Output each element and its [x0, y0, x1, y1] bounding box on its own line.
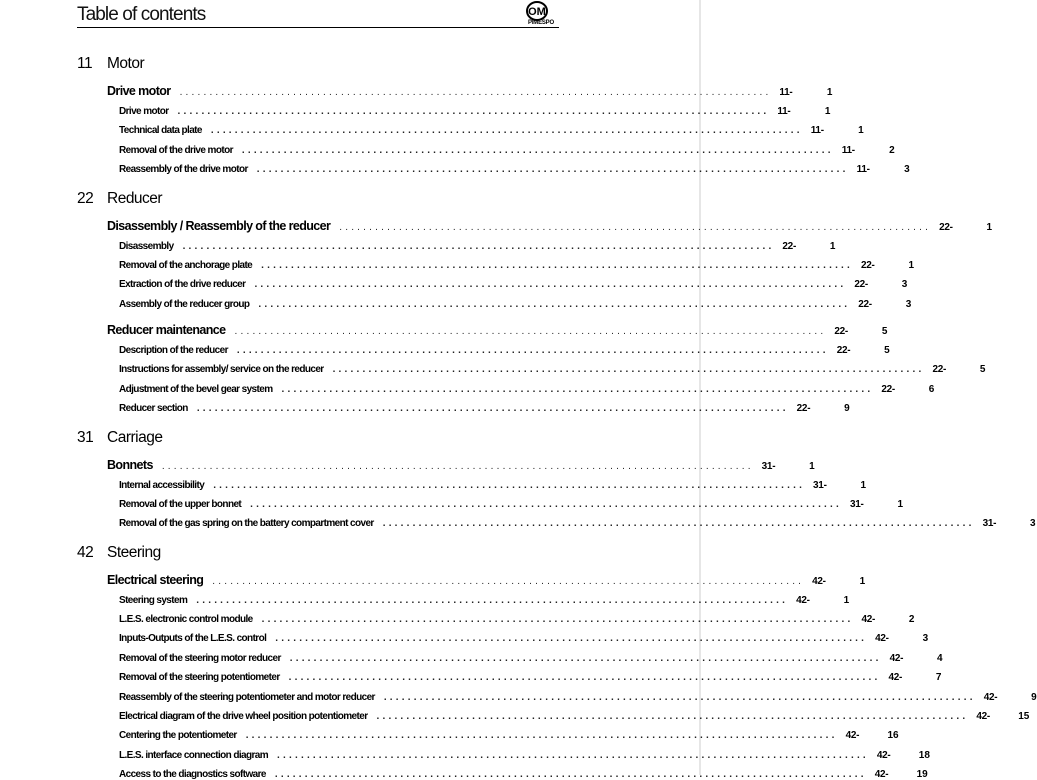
dot-leader: ................................................................................................... [234, 326, 827, 337]
entry-page: 11- [841, 145, 855, 156]
entry-subpage: 3 [922, 633, 929, 644]
toc-entry[interactable] [119, 750, 930, 761]
entry-subpage: 1 [897, 499, 903, 510]
entry-page: 22- [858, 299, 872, 310]
entry-title: Reassembly of the steering potentiometer and motor reducer [119, 692, 375, 703]
entry-page: 42- [861, 614, 876, 625]
logo-wordmark: PIMESPO [528, 20, 554, 26]
entry-title: Removal of the upper bonnet [119, 499, 242, 510]
entry-page: 42- [889, 653, 904, 664]
toc-entry[interactable] [119, 260, 915, 271]
dot-leader: ................................................................................................... [241, 145, 834, 156]
entry-title: Assembly of the reducer group [119, 299, 250, 310]
entry-page: 42- [812, 576, 826, 587]
toc-entry[interactable] [119, 692, 1037, 703]
entry-title: Description of the reducer [119, 345, 228, 356]
entry-subpage: 1 [860, 480, 867, 491]
entry-page: 22- [836, 345, 851, 356]
entry-page: 31- [813, 480, 827, 491]
entry-subpage: 16 [887, 730, 899, 741]
entry-subpage: 15 [1018, 711, 1030, 722]
entry-subpage: 1 [829, 241, 836, 252]
entry-page: 22- [796, 403, 811, 414]
dot-leader: ................................................................................................... [212, 576, 805, 587]
toc-entry[interactable] [119, 345, 890, 356]
dot-leader: ................................................................................................... [339, 222, 932, 233]
entry-subpage: 9 [844, 403, 850, 414]
entry-page: 22- [854, 279, 868, 290]
entry-subpage: 6 [928, 384, 935, 395]
dot-leader: ................................................................................................... [210, 125, 803, 136]
toc-entry[interactable] [119, 125, 864, 136]
entry-subpage: 3 [901, 279, 908, 290]
entry-title: Inputs-Outputs of the L.E.S. control [119, 633, 267, 644]
chapter-number: 22 [77, 190, 94, 207]
dot-leader: ................................................................................................... [182, 241, 775, 252]
entry-subpage: 3 [905, 299, 912, 310]
chapter-number: 42 [77, 544, 94, 561]
dot-leader: ................................................................................................... [196, 403, 789, 414]
chapter-title: Steering [107, 544, 161, 561]
chapter-heading [77, 55, 144, 73]
toc-entry[interactable] [119, 384, 935, 395]
toc-entry[interactable] [119, 364, 986, 375]
entry-subpage: 18 [918, 750, 930, 761]
dot-leader: ................................................................................................... [383, 692, 976, 703]
toc-entry[interactable] [119, 403, 850, 414]
entry-page: 22- [932, 364, 946, 375]
toc-entry[interactable] [119, 241, 836, 252]
entry-title: L.E.S. electronic control module [119, 614, 253, 625]
toc-entry[interactable] [119, 518, 1036, 529]
dot-leader: ................................................................................................... [236, 345, 829, 356]
dot-leader: ................................................................................................... [245, 730, 838, 741]
entry-page: 31- [761, 461, 776, 472]
dot-leader: ................................................................................................... [277, 750, 869, 761]
toc-entry[interactable] [119, 106, 831, 117]
dot-leader: ................................................................................................... [258, 299, 851, 310]
entry-title: Steering system [119, 595, 188, 606]
page-title: Table of contents [77, 4, 206, 25]
chapter-title: Reducer [107, 190, 163, 207]
toc-entry[interactable] [119, 279, 908, 290]
entry-title: Reassembly of the drive motor [119, 164, 248, 175]
chapter-heading [77, 190, 162, 208]
entry-page: 42- [976, 711, 990, 722]
entry-page: 42- [983, 692, 998, 703]
chapter-number: 11 [77, 55, 93, 72]
entry-subpage: 3 [904, 164, 910, 175]
dot-leader: ................................................................................................... [261, 614, 854, 625]
chapter-number: 31 [77, 429, 94, 446]
toc-entry[interactable] [107, 458, 815, 472]
dot-leader: ................................................................................................... [288, 672, 881, 683]
entry-subpage: 1 [908, 260, 915, 271]
company-logo [522, 0, 560, 26]
chapter-heading [77, 429, 162, 447]
entry-subpage: 7 [935, 672, 942, 683]
toc-entry[interactable] [119, 653, 943, 664]
entry-page: 22- [834, 326, 848, 337]
entry-title: Centering the potentiometer [119, 730, 237, 741]
entry-title: L.E.S. interface connection diagram [119, 750, 269, 761]
dot-leader: ................................................................................................... [261, 260, 854, 271]
entry-title: Reducer section [119, 403, 188, 414]
entry-page: 11- [810, 125, 824, 136]
entry-subpage: 1 [824, 106, 831, 117]
entry-subpage: 2 [908, 614, 915, 625]
entry-subpage: 19 [916, 769, 928, 780]
entry-title: Electrical steering [107, 573, 204, 587]
entry-title: Removal of the steering motor reducer [119, 653, 281, 664]
dot-leader: ................................................................................................... [254, 279, 847, 290]
toc-entry[interactable] [107, 219, 993, 233]
entry-subpage: 1 [858, 125, 864, 136]
entry-page: 42- [876, 750, 891, 761]
entry-subpage: 5 [884, 345, 890, 356]
dot-leader: ................................................................................................... [274, 769, 867, 780]
toc-entry[interactable] [119, 614, 915, 625]
entry-title: Electrical diagram of the drive wheel position potentiometer [119, 711, 368, 722]
entry-page: 42- [796, 595, 810, 606]
dot-leader: ................................................................................................... [161, 461, 754, 472]
toc-entry[interactable] [119, 730, 899, 741]
dot-leader: ................................................................................................... [179, 87, 772, 98]
dot-leader: ................................................................................................... [332, 364, 925, 375]
toc-entry[interactable] [119, 633, 929, 644]
entry-page: 11- [856, 164, 870, 175]
entry-title: Internal accessibility [119, 480, 205, 491]
toc-entry[interactable] [119, 711, 1030, 722]
toc-entry[interactable] [119, 595, 850, 606]
dot-leader: ................................................................................................... [376, 711, 969, 722]
entry-page: 42- [874, 769, 889, 780]
entry-page: 31- [850, 499, 864, 510]
entry-title: Instructions for assembly/ service on the reducer [119, 364, 324, 375]
entry-title: Disassembly [119, 241, 174, 252]
toc-entry[interactable] [119, 769, 928, 780]
chapter-title: Carriage [107, 429, 163, 446]
dot-leader: ................................................................................................... [275, 633, 868, 644]
entry-subpage: 4 [937, 653, 943, 664]
entry-title: Removal of the gas spring on the battery compartment cover [119, 518, 374, 529]
entry-title: Removal of the drive motor [119, 145, 233, 156]
entry-title: Reducer maintenance [107, 323, 226, 337]
entry-page: 22- [939, 222, 953, 233]
entry-page: 22- [881, 384, 895, 395]
entry-page: 11- [777, 106, 791, 117]
chapter-title: Motor [107, 55, 145, 72]
entry-title: Disassembly / Reassembly of the reducer [107, 219, 331, 233]
entry-page: 31- [982, 518, 997, 529]
entry-subpage: 3 [1030, 518, 1036, 529]
dot-leader: ................................................................................................... [250, 499, 842, 510]
entry-page: 22- [861, 260, 875, 271]
entry-subpage: 5 [881, 326, 888, 337]
entry-subpage: 1 [859, 576, 866, 587]
dot-leader: ................................................................................................... [382, 518, 975, 529]
entry-title: Removal of the steering potentiometer [119, 672, 280, 683]
entry-subpage: 1 [809, 461, 815, 472]
toc-entry[interactable] [119, 499, 903, 510]
entry-page: 42- [875, 633, 889, 644]
toc-entry[interactable] [107, 573, 866, 587]
dot-leader: ................................................................................................... [256, 164, 849, 175]
entry-title: Drive motor [119, 106, 169, 117]
toc-entry[interactable] [119, 145, 895, 156]
toc-entry[interactable] [119, 299, 912, 310]
entry-title: Access to the diagnostics software [119, 769, 266, 780]
entry-title: Technical data plate [119, 125, 202, 136]
dot-leader: ................................................................................................... [177, 106, 770, 117]
entry-subpage: 5 [979, 364, 986, 375]
header-divider [77, 27, 559, 28]
entry-page: 11- [779, 87, 793, 98]
entry-subpage: 1 [826, 87, 833, 98]
entry-title: Extraction of the drive reducer [119, 279, 246, 290]
entry-subpage: 1 [843, 595, 850, 606]
entry-subpage: 9 [1031, 692, 1037, 703]
entry-page: 42- [845, 730, 860, 741]
entry-subpage: 1 [986, 222, 993, 233]
chapter-heading [77, 544, 161, 562]
entry-title: Drive motor [107, 84, 171, 98]
entry-title: Adjustment of the bevel gear system [119, 384, 273, 395]
toc-entry[interactable] [119, 672, 942, 683]
dot-leader: ................................................................................................... [281, 384, 874, 395]
dot-leader: ................................................................................................... [213, 480, 806, 491]
entry-page: 22- [782, 241, 796, 252]
toc-entry[interactable] [119, 164, 910, 175]
entry-title: Removal of the anchorage plate [119, 260, 253, 271]
dot-leader: ................................................................................................... [289, 653, 882, 664]
entry-title: Bonnets [107, 458, 153, 472]
entry-page: 42- [888, 672, 903, 683]
toc-entry[interactable] [119, 480, 867, 491]
entry-subpage: 2 [889, 145, 895, 156]
logo-mark: OM [528, 6, 546, 18]
toc-entry[interactable] [107, 84, 833, 98]
toc-entry[interactable] [107, 323, 888, 337]
dot-leader: ................................................................................................... [196, 595, 789, 606]
